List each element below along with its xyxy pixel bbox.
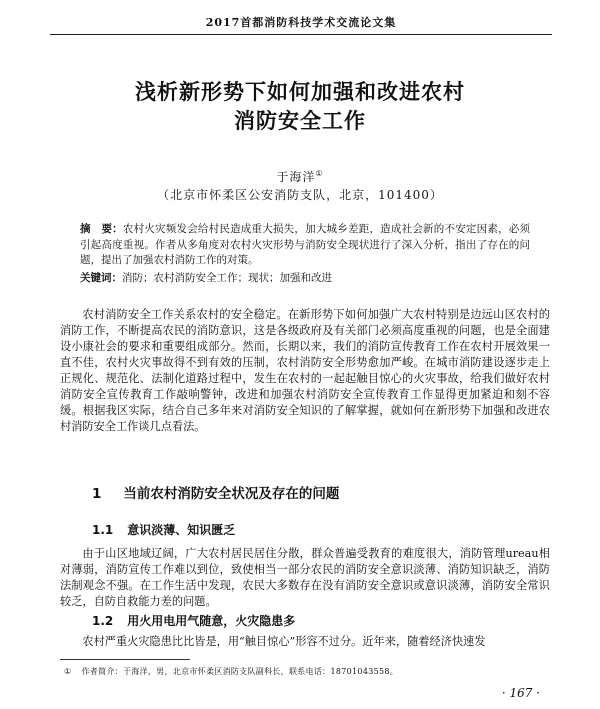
subsection-number: 1.1 bbox=[92, 523, 114, 537]
subsection-paragraph: 农村严重火灾隐患比比皆是，用“触目惊心”形容不过分。近年来，随着经济快速发 bbox=[82, 635, 486, 648]
keywords-text: 消防；农村消防安全工作；现状；加强和改进 bbox=[122, 272, 332, 284]
affiliation: （北京市怀柔区公安消防支队，北京，101400） bbox=[157, 188, 443, 202]
section-heading bbox=[92, 482, 339, 502]
subsection-paragraph: 由于山区地域辽阔，广大农村居民居住分散，群众普遍受教育的难度很大，消防管理ureau相对薄弱，消防宣传工作难以到位，致使相当一部分农民的消防安全意识淡薄、消防知识缺乏，消防法制观念不强。在工作生活中发现，农民大多数存在没有消防安全意识或意识淡薄，消防安全常识较乏，自防自救能力差的问题。 bbox=[60, 547, 550, 608]
keywords bbox=[80, 271, 530, 286]
subsection-number: 1.2 bbox=[92, 614, 114, 628]
subsection-heading bbox=[92, 521, 235, 538]
section-number: 1 bbox=[92, 486, 102, 502]
abstract-text: 农村火灾频发会给村民造成重大损失，加大城乡差距，造成社会新的不安定因素，必须引起高度重视。作者从多角度对农村火灾形势与消防安全现状进行了深入分析，指出了存在的问题，提出了加强农村消防工作的对策。 bbox=[80, 223, 531, 266]
footnote-mark: ① bbox=[64, 667, 72, 676]
article-title bbox=[40, 78, 560, 136]
title-line-1: 浅析新形势下如何加强和改进农村 bbox=[135, 80, 465, 104]
subsection-heading bbox=[92, 612, 295, 629]
footnote bbox=[64, 666, 398, 677]
abstract bbox=[80, 222, 530, 269]
author bbox=[0, 168, 600, 185]
keywords-label: 关键词： bbox=[80, 272, 122, 284]
subsection-title: 用火用电用气随意，火灾隐患多 bbox=[127, 614, 296, 628]
author-name: 于海洋 bbox=[276, 170, 316, 184]
author-footnote-mark: ① bbox=[315, 169, 324, 178]
title-line-2: 消防安全工作 bbox=[234, 109, 366, 133]
footnote-divider bbox=[60, 659, 190, 660]
subsection-title: 意识淡薄、知识匮乏 bbox=[127, 523, 236, 537]
abstract-label: 摘 要： bbox=[80, 223, 123, 235]
intro-paragraph: 农村消防安全工作关系农村的安全稳定。在新形势下如何加强广大农村特别是边远山区农村的消防工作，不断提高农民的消防意识，这是各级政府及有关部门必须高度重视的问题，也是全面建设小康社会的要求和重要组成部分。然而，长期以来，我们的消防宣传教育工作在农村开展效果一直不佳，农村火灾事故得不到有效的压制，农村消防安全形势愈加严峻。在城市消防建设逐步走上正规化、规范化、法制化道路过程中，发生在农村的一起起触目惊心的火灾事故，给我们做好农村消防安全宣传教育工作敲响警钟，改进和加强农村消防安全宣传教育工作显得更加紧迫和刻不容缓。根据我区实际，结合自己多年来对消防安全知识的了解掌握，就如何在新形势下加强和改进农村消防安全工作谈几点看法。 bbox=[60, 308, 550, 433]
section-title: 当前农村消防安全状况及存在的问题 bbox=[123, 486, 340, 502]
running-head: 2017首都消防科技学术交流论文集 bbox=[50, 14, 552, 35]
page-number: · 167 · bbox=[501, 686, 540, 700]
footnote-text: 作者简介：于海洋，男，北京市怀柔区消防支队副科长，联系电话：18701043558。 bbox=[81, 667, 399, 676]
